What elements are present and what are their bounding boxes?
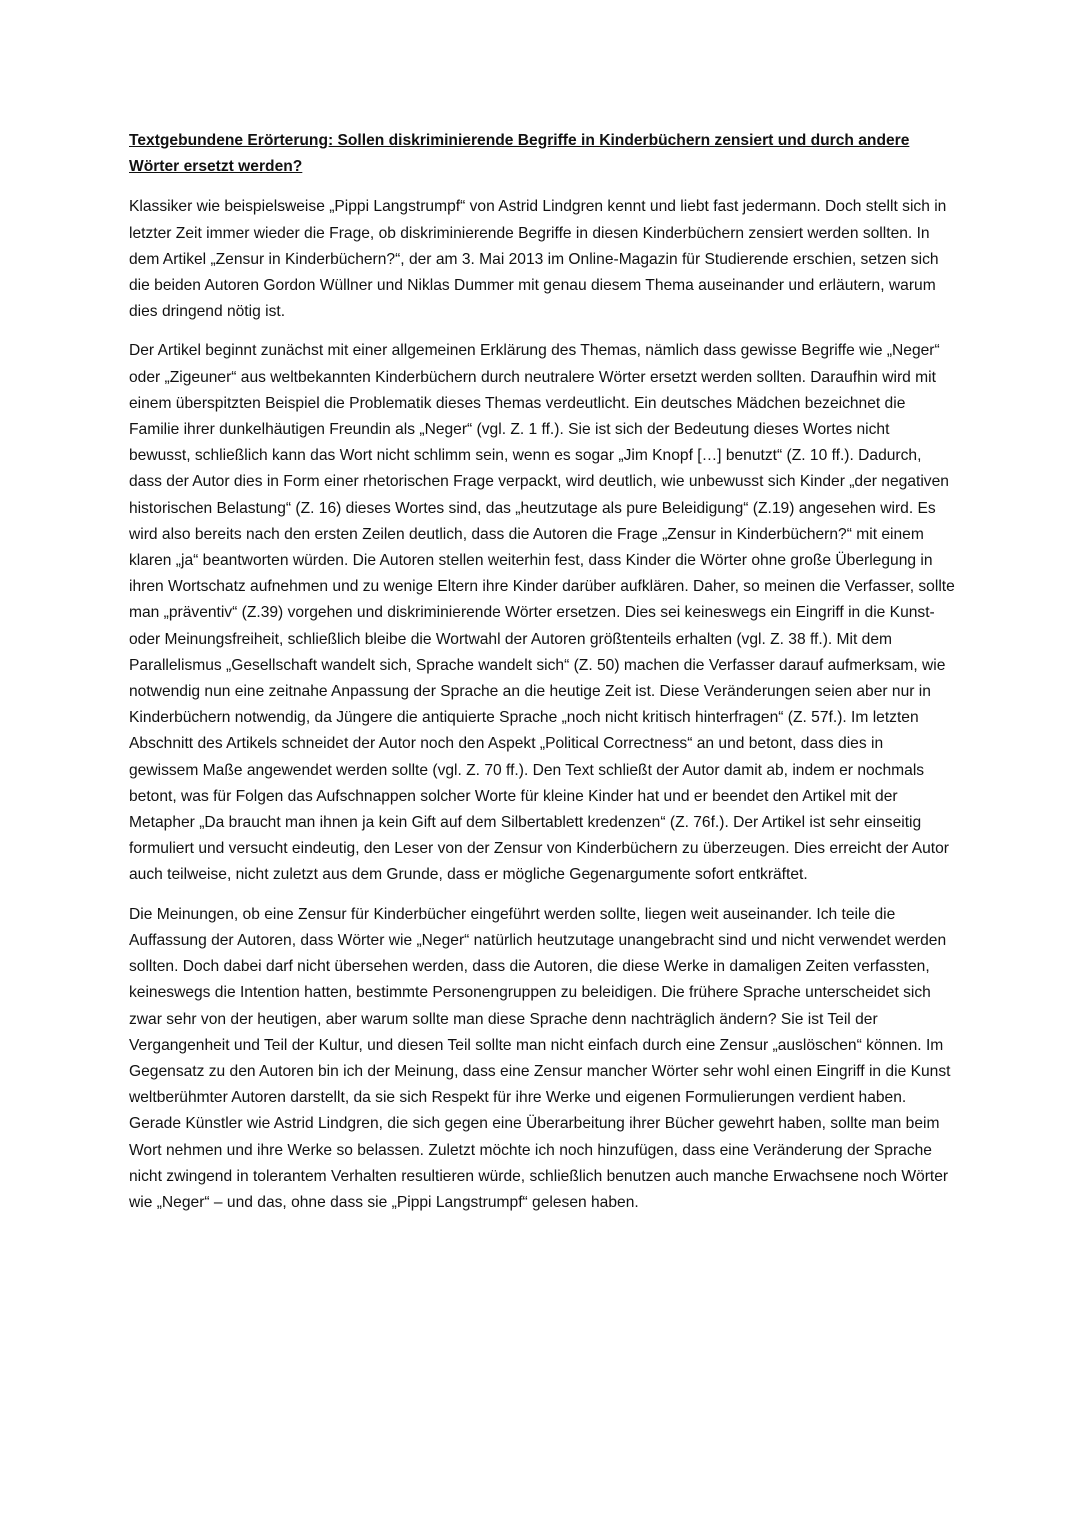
paragraph-introduction: Klassiker wie beispielsweise „Pippi Langstrumpf“ von Astrid Lindgren kennt und liebt fast jedermann. Doch stellt sich in letzter Zeit immer wieder die Frage, ob diskriminierende Begriffe in diesen Kinderbüchern zensiert werden sollten. In dem Artikel „Zensur in Kinderbüchern?“, der am 3. Mai 2013 im Online-Magazin für Studierende erschien, setzen sich die beiden Autoren Gordon Wüllner und Niklas Dummer mit genau diesem Thema auseinander und erläutern, warum dies dringend nötig ist. [129,198,947,321]
paragraph-own-opinion: Die Meinungen, ob eine Zensur für Kinderbücher eingeführt werden sollte, liegen weit auseinander. Ich teile die Auffassung der Autoren, dass Wörter wie „Neger“ natürlich heutzutage unangebracht sind und nicht verwendet werden sollten. Doch dabei darf nicht übersehen werden, dass die Autoren, die diese Werke in damaligen Zeiten verfassten, keineswegs die Intention hatten, bestimmte Personengruppen zu beleidigen. Die frühere Sprache unterscheidet sich zwar sehr von der heutigen, aber warum sollte man diese Sprache denn nachträglich ändern? Sie ist Teil der Vergangenheit und Teil der Kultur, und diesen Teil sollte man nicht einfach durch eine Zensur „auslöschen“ können. Im Gegensatz zu den Autoren bin ich der Meinung, dass eine Zensur mancher Wörter sehr wohl einen Eingriff in die Kunst weltberühmter Autoren darstellt, da sie sich Respekt für ihre Werke und eigenen Formulierungen verdient haben. Gerade Künstler wie Astrid Lindgren, die sich gegen eine Überarbeitung ihrer Bücher gewehrt haben, sollte man beim Wort nehmen und ihre Werke so belassen. Zuletzt möchte ich noch hinzufügen, dass eine Veränderung der Sprache nicht zwingend in tolerantem Verhalten resultieren würde, schließlich benutzen auch manche Erwachsene noch Wörter wie „Neger“ – und das, ohne dass sie „Pippi Langstrumpf“ gelesen haben. [129,905,951,1211]
document-page [129,128,955,1229]
document-title: Textgebundene Erörterung: Sollen diskriminierende Begriffe in Kinderbüchern zensiert und durch andere Wörter ersetzt werden? [129,132,910,176]
paragraph-article-analysis: Der Artikel beginnt zunächst mit einer allgemeinen Erklärung des Themas, nämlich dass gewisse Begriffe wie „Neger“ oder „Zigeuner“ aus weltbekannten Kinderbüchern durch neutralere Wörter ersetzt werden sollten. Daraufhin wird mit einem überspitzten Beispiel die Problematik dieses Themas verdeutlicht. Ein deutsches Mädchen bezeichnet die Familie ihrer dunkelhäutigen Freundin als „Neger“ (vgl. Z. 1 ff.). Sie ist sich der Bedeutung dieses Wortes nicht bewusst, schließlich kann das Wort nicht schlimm sein, wenn es sogar „Jim Knopf […] benutzt“ (Z. 10 ff.). Dadurch, dass der Autor dies in Form einer rhetorischen Frage verpackt, wird deutlich, wie unbewusst sich Kinder „der negativen historischen Belastung“ (Z. 16) dieses Wortes sind, das „heutzutage als pure Beleidigung“ (Z.19) angesehen wird. Es wird also bereits nach den ersten Zeilen deutlich, dass die Autoren die Frage „Zensur in Kinderbüchern?“ mit einem klaren „ja“ beantworten würden. Die Autoren stellen weiterhin fest, dass Kinder die Wörter ohne große Überlegung in ihren Wortschatz aufnehmen und zu wenige Eltern ihre Kinder darüber aufklären. Daher, so meinen die Verfasser, sollte man „präventiv“ (Z.39) vorgehen und diskriminierende Wörter ersetzen. Dies sei keineswegs ein Eingriff in die Kunst- oder Meinungsfreiheit, schließlich bleibe die Wortwahl der Autoren größtenteils erhalten (vgl. Z. 38 ff.). Mit dem Parallelismus „Gesellschaft wandelt sich, Sprache wandelt sich“ (Z. 50) machen die Verfasser darauf aufmerksam, wie notwendig nun eine zeitnahe Anpassung der Sprache an die heutige Zeit ist. Diese Veränderungen seien aber nur in Kinderbüchern notwendig, da Jüngere die antiquierte Sprache „noch nicht kritisch hinterfragen“ (Z. 57f.). Im letzten Abschnitt des Artikels schneidet der Autor noch den Aspekt „Political Correctness“ an und betont, dass dies in gewissem Maße angewendet werden sollte (vgl. Z. 70 ff.). Den Text schließt der Autor damit ab, indem er nochmals betont, was für Folgen das Aufschnappen solcher Worte für kleine Kinder hat und er beendet den Artikel mit der Metapher „Da braucht man ihnen ja kein Gift auf dem Silbertablett kredenzen“ (Z. 76f.). Der Artikel ist sehr einseitig formuliert und versucht eindeutig, den Leser von der Zensur von Kinderbüchern zu überzeugen. Dies erreicht der Autor auch teilweise, nicht zuletzt aus dem Grunde, dass er mögliche Gegenargumente sofort entkräftet. [129,342,955,884]
